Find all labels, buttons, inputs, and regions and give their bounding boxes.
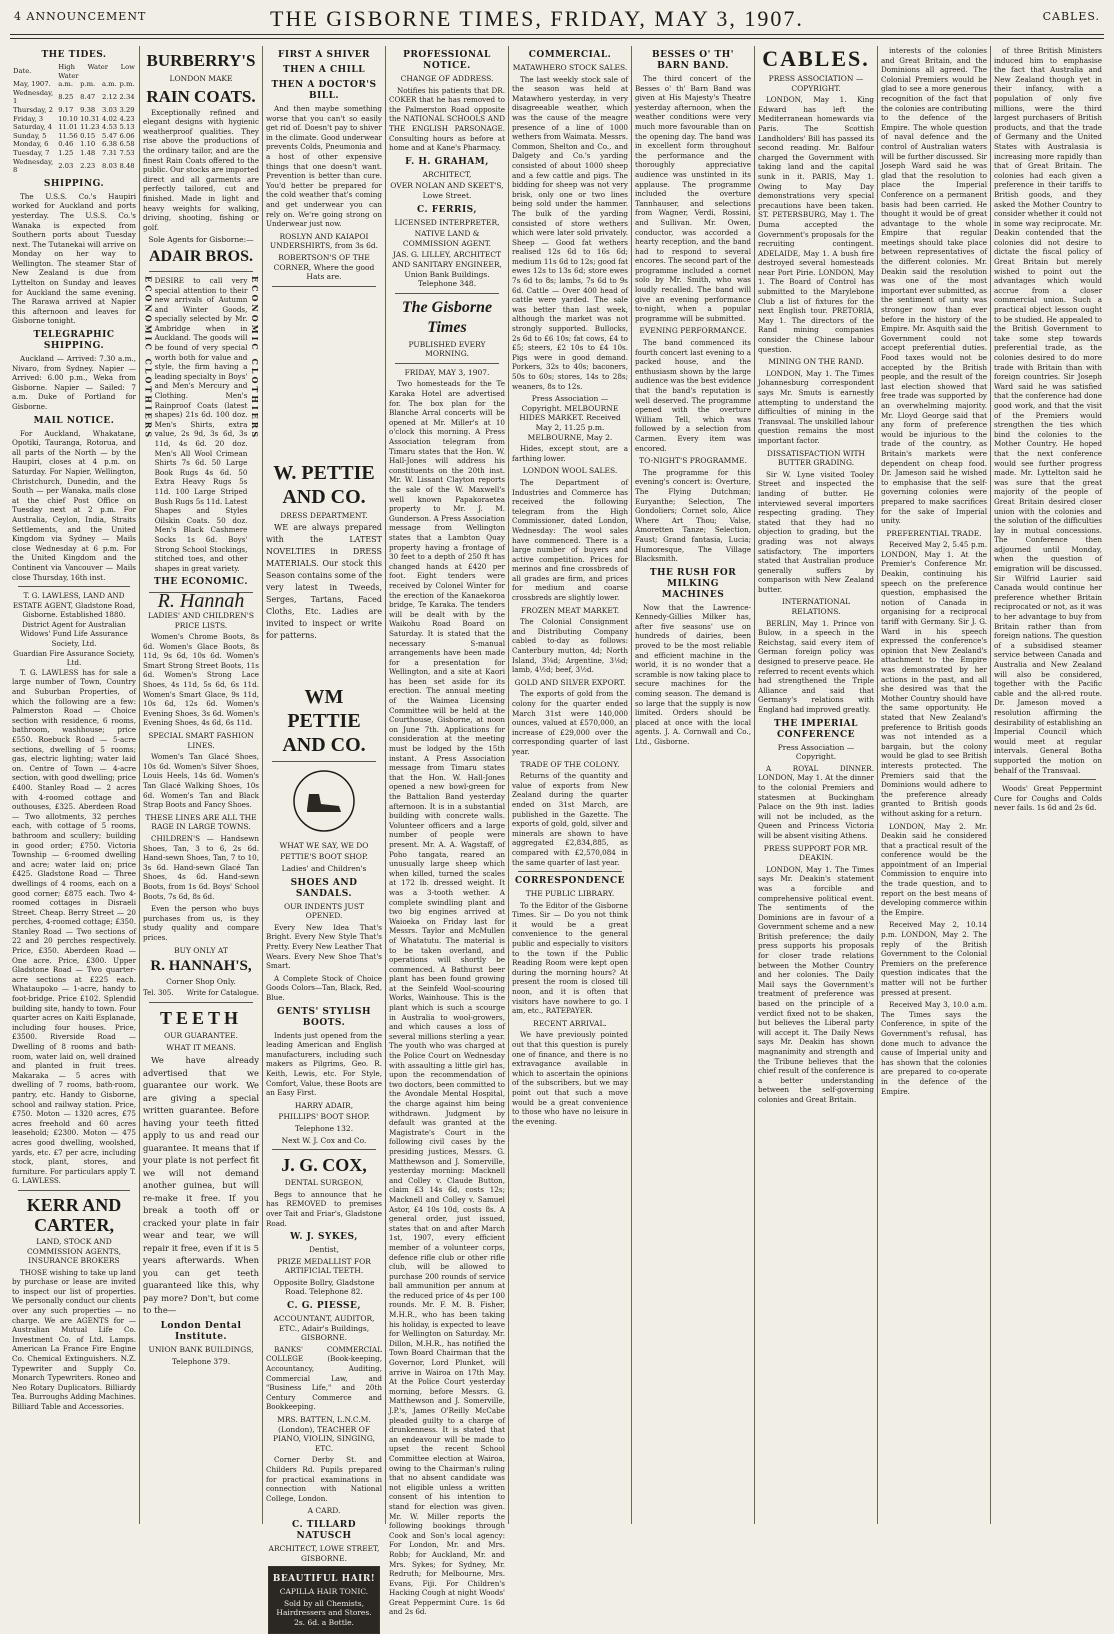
- adair-title: ADAIR BROS.: [148, 247, 253, 265]
- raincoats-title: RAIN COATS.: [146, 86, 256, 106]
- shiver-line: THEN A DOCTOR'S BILL.: [271, 80, 377, 101]
- change-heading: CHANGE OF ADDRESS.: [400, 74, 494, 83]
- tides-cell: 10.31: [80, 114, 100, 123]
- tides-row: [12, 80, 136, 89]
- evening-heading: EVENING PERFORMANCE.: [639, 326, 747, 336]
- teeth-title: TEETH: [159, 1008, 243, 1029]
- boot-badge: [266, 766, 382, 839]
- butter-heading: DISSATISFACTION WITH BUTTER GRADING.: [766, 448, 866, 468]
- divider: [18, 1190, 130, 1191]
- shipping-text: The U.S.S. Co.'s Haupiri worked for Auckland and ports yesterday. The U.S.S. Co.'s Wanaka is expected from Southern ports about Tuesday next. The Tutanekai will arrive on Monday on her way to Wellington. The steamer Star of New Zealand is due from Lyttelton on Sunday and leaves for Auckland the same evening. The Rarawa arrived at Napier this afternoon and leaves for Gisborne tonight.: [12, 191, 136, 326]
- tides-cell: 8.25: [58, 93, 74, 102]
- column-6: [635, 46, 751, 1524]
- column-rule: [754, 46, 755, 1524]
- shoes-heading: SHOES AND SANDALS.: [290, 877, 358, 899]
- tides-row: [12, 140, 136, 149]
- stock-sale-text: The last weekly stock sale of the season was held at Matawhero yesterday, in very disagreeable weather, which was the cause of the meagre presence of a line of 1000 wethers from Waimata. Messrs. Common, Shelton and Co., and Dalgety and Co.'s yarding consisted of about 1000 sheep and a few cattle and pigs. The bidding for sheep was not very brisk, only one or two lines being sold under the hammer. The bulk of the yarding consisted of store wethers which were later sold privately. Sheep — Good fat wethers realised 12s 6d to 16s 6d; medium 11s 6d to 12s; good fat ewes 12s to 13s 6d; store ewes 7s 6d to 8s; lambs, 7s 6d to 9s 6d. Cattle — Over 400 head of cattle were yarded. The sale was better than last week, although the market was not strongly supported. Bullocks, 2s 6d to £6 10s; fat cows, £4 to £5; steers, £2 10s to £4 10s. Pigs were in good demand. Porkers, 32s to 40s; baconers, 50s to 60s; stores, 14s to 28s; weaners, 8s to 12s.: [512, 74, 628, 391]
- tides-cell: a.m.: [101, 80, 117, 89]
- mail-heading: MAIL NOTICE.: [33, 415, 115, 426]
- arrival-text: We have previously pointed out that this question is purely one of finance, and there is no extravagance available in which to ascertain the opinions of the subscribers, but we may point out that such a move would be a great convenience to those who have no leisure in the evening.: [512, 1030, 628, 1126]
- divider: [272, 286, 376, 287]
- graham-sub: ARCHITECT,: [422, 169, 472, 179]
- tides-cell: 0.15: [80, 131, 96, 140]
- shiver-text: And then maybe something worse that you can't so easily get rid of. Doesn't pay to shiver in the climate. Good underwear prevents Colds, Pneumonia and a host of other expensive things that one doesn't want. Prevention is better than cure. You'd better be prepared for the cold weather that's coming and get underwear you can rely on. We're going strong on Underwear just now.: [266, 104, 382, 229]
- tides-row: [12, 106, 136, 115]
- column-rule: [262, 46, 263, 1524]
- tides-row: [12, 123, 136, 132]
- tides-cell: 8.03: [101, 161, 118, 170]
- hair-sub: CAPILLA HAIR TONIC.: [279, 1587, 369, 1597]
- pettie-title-2: WM PETTIE AND CO.: [282, 686, 366, 757]
- divider: [149, 1002, 253, 1003]
- money-text: Even the person who buys purchases from us, is they study quality and compare prices.: [143, 904, 259, 942]
- tides-cell: 6.58: [119, 140, 135, 149]
- graham-name: F. H. GRAHAM,: [405, 156, 489, 167]
- tides-cell: 0.46: [58, 140, 74, 149]
- gents-heading: GENTS' STYLISH BOOTS.: [276, 1006, 372, 1028]
- institute-telephone: Telephone 379.: [171, 1356, 231, 1366]
- notice-text: Notifies his patients that DR. COKER that he has removed to the Palmerston Road opposite the NATIONAL SCHOOLS AND THE ENGLISH PARSONAGE. Consulting hours as before at home and at Kane's Pharmacy.: [389, 85, 505, 153]
- properties-text: T. G. LAWLESS has for sale a large number of Town, Country and Suburban Properties, of which the following are a few: Palmerston Road — Choice section with residence, 6 rooms, bathroom, washhouse; price £550. Roebuck Road — 5-acre sections, dwelling of 5 rooms; gas, electric lighting; water laid on. Centre of Town — 4-acre section, with good dwelling; price £400. Stanley Road — 2 acres with 4-roomed cottage and outhouses, £325. Aberdeen Road — Two allotments, 32 perches each, with cottage of 5 rooms, bathroom and scullery; building in good order; £750. Victoria Township — 6-roomed dwelling and acre; water laid on; price £425. Gladstone Road — Three dwellings of 4 rooms, each on a good corner; £875 each. Two 4-roomed cottages in Disraeli Street. Cheap. Berry Street — 20 perches, 4-roomed cottage; £350. Stanley Road — Two sections of 22 and 20 perches respectively. Price, £350. Aberdeen Road — One acre. Price, £300. Upper Gladstone Road — Two quarter-acre sections at £225 each. Whataupoko — 1-acre, handy to foot-bridge. Price £102. Splendid building site, handy to town. Four quarter acres on Kaiti Esplanade, including four houses. Price, £3500. Riverside Road — Dwelling of 8 rooms and bath-room, water laid on, well drained and planted in fruit trees. Makaraka — 5 acres with dwelling of 7 rooms, bath-room, pantry, etc. Handy to Gisborne, school and railway station. Price, £750. Moton — 1320 acres, £75 acres freehold and 60 acres leasehold; £2300. Moton — 475 acres good dwelling, woolshed, yards, etc. £7 per acre, including stock, plant, stores, and furniture. For particulars apply T. G. LAWLESS.: [12, 667, 136, 1186]
- tides-cell: Thursday, 2: [13, 105, 54, 114]
- frozen-text: The Colonial Consignment and Distributing Company cabled to-day as follows: Canterbury mutton, 4d; North Island, 3⅝d; Argentine, 3⅛d; lamb, 4½d; beef, 3½d.: [512, 617, 628, 675]
- hannah-signature: R. Hannah: [157, 590, 245, 613]
- pref-text: Received May 2, 5.45 p.m. LONDON, May 1. At the Premier's Conference Mr. Deakin, continuing his speech on the preference question, emphasised the notion of Canada in organising for a reciprocal tariff with Germany. Sir J. G. Ward in his speech expressed the conference's opinion that New Zealand's attachment to the Empire was demonstrated by her actions in the past, and all she desired was that the Mother Country should have the same opportunity. He stated that New Zealand's preference to British goods was not intended as a bargain, but the colony would be glad to see British interests protected. The Premiers said that the Dominions would adhere to the preference already granted to British goods without asking for a return.: [881, 540, 987, 818]
- column-rule: [508, 46, 509, 1524]
- sykes-text: PRIZE MEDALLIST FOR ARTIFICIAL TEETH.: [277, 1256, 371, 1276]
- tides-row: [12, 132, 136, 141]
- column-8: [881, 46, 987, 1524]
- economic-heading: THE ECONOMIC.: [154, 577, 248, 588]
- masthead-rule-2: [10, 38, 1104, 39]
- press-assoc-line: Press Association — Copyright. MELBOURNE HIDES MARKET. Received May 2, 11.25 p.m. MELBOURNE, May 2.: [519, 394, 621, 442]
- trade-article-text: of three British Ministers induced him to emphasise the fact that Australia and New Zealand though yet in their infancy, with a population of only five millions, were the third largest purchasers of British products, and that the trade of Germany and the United States with Australasia is increasing more rapidly than that of Great Britain. The colonies had each given a preference in their tariffs to British goods, and they asked the Mother Country to consider whether it could not in some way reciprocate. Mr. Deakin contended that the colonies did not desire to dictate the fiscal policy of Great Britain but merely wished to point out the advantages which would accrue from a closer commercial union. Such a practical object lesson ought to be studied. He appealed to the British Government to take some step towards preferential trade, as the colonies desired to do more trade with Britain than with foreign countries. Sir Joseph Ward said he was satisfied that the conference had done good work, and that the visit of the Premiers would strengthen the ties which bind the colonies to the Mother Country. He hoped that the next conference would see further progress made. Mr. Lyttelton said he was sure that the great majority of the people of Great Britain desired closer union with the colonies and the solution of the difficulties lay in mutual concessions. The Conference then adjourned until Monday, when the question of emigration will be discussed. Sir Wilfrid Laurier said Canada would continue her preference whether Britain reciprocated or not, as it was to her advantage to buy from Britain rather than from foreign nations. The question of a subsidised steamer service between Canada and Australia and New Zealand will also be considered, together with the Pacific cable and the all-red route. Dr. Jameson moved a resolution affirming the desirability of establishing an Imperial Council which would meet at regular intervals. General Botha supported the motion on behalf of the Transvaal.: [994, 46, 1102, 775]
- tides-cell: 3.29: [119, 105, 135, 114]
- tides-cell: Friday, 3: [13, 114, 44, 123]
- whitespace: [266, 645, 382, 685]
- intl-text: BERLIN, May 1. Prince von Bulow, in a speech in the Reichstag, said every item of German foreign policy was designed to preserve peace. He referred to recent events which had strengthened the Triple Alliance and said that Germany's relations with England had improved greatly.: [758, 618, 874, 714]
- whitespace: [266, 291, 382, 461]
- lilley-text: JAS. G. LILLEY, ARCHITECT AND SANITARY ENGINEER, Union Bank Buildings. Telephone 348.: [392, 250, 502, 289]
- wool-heading: LONDON WOOL SALES.: [522, 466, 618, 476]
- gold-heading: GOLD AND SILVER EXPORT.: [514, 677, 626, 687]
- tides-cell: 4.53: [101, 123, 118, 132]
- tides-cell: 5.13: [119, 123, 135, 132]
- divider: [395, 293, 499, 294]
- tides-cell: 2.23: [80, 161, 96, 170]
- economic-side-label-2: ECONOMIC CLOTHIERS: [250, 275, 260, 441]
- stock-sale-heading: MATAWHERO STOCK SALES.: [512, 63, 628, 72]
- divider: [518, 871, 622, 872]
- hides-text: Hides, except stout, are a farthing lower.: [512, 444, 628, 463]
- economic-block: [143, 276, 259, 573]
- card-label: A CARD.: [307, 1506, 341, 1516]
- tides-cell: 11.56: [58, 131, 78, 140]
- what-means: WHAT IT MEANS.: [166, 1042, 236, 1052]
- tides-header-row: [12, 63, 136, 80]
- children-text: CHILDREN'S — Handsewn Shoes, Tan, 3 to 6, 2s 6d. Hand-sewn Shoes, Tan, 7 to 10, 3s 6d. Hand-sewn Glacé Tan Shoes, 4s 6d. Hand-sewn Boots, from 1s 6d. Boys' School Boots, 7s 6d, 8s 6d.: [143, 833, 259, 901]
- column-2: [143, 46, 259, 1524]
- hannah-text: Women's Chrome Boots, 8s 6d. Women's Glace Boots, 8s 11d, 9s 6d, 10s 6d. Women's Smart Strong Street Boots, 11s 6d. Women's Strong Lace Shoes, 4s 11d, 5s 6d, 6s 11d. Women's Smart Glace, 9s 11d, 10s 6d, 12s 6d. Women's Evening Shoes, 3s 6d. Women's Evening Shoes, 4s 6d, 6s 11d.: [143, 632, 259, 728]
- cox-sub: DENTAL SURGEON,: [284, 1178, 364, 1188]
- buy-only: BUY ONLY AT: [174, 945, 228, 955]
- tides-table: [12, 63, 136, 175]
- rage-text: THESE LINES ARE ALL THE RAGE IN LARGE TOWNS.: [145, 812, 257, 832]
- complete-text: A Complete Stock of Choice Goods Colors—Tan, Black, Red, Blue.: [266, 973, 382, 1002]
- teeth-text: We have already advertised that we guarantee our work. We are giving a special written guarantee. Before having your teeth fitted apply to us and read our guarantee. It means that if your plate is not perfect fit we will not demand another guinea, but will re-make it free. If you break a tooth off or cracked your plate in fair wear and tear, we will repair it free, even if it is 5 years afterwards. When you can get teeth guaranteed like this, why pay more? Don't, but come to the—: [143, 1055, 259, 1316]
- milking-text: Now that the Lawrence-Kennedy-Gillies Milker has, after five seasons' use on hundreds of dairies, been proved to be the most reliable and efficient machine in the world, it is no wonder that a scramble is now taking place to secure machines for the coming season. The demand is so large that the supply is now limited. Orders should be placed at once with the local agents. J. A. Cornwall and Co., Ltd., Gisborne.: [635, 602, 751, 746]
- tides-cell: Sunday, 5: [13, 131, 47, 140]
- ferris-sub: LICENSED INTERPRETER,: [394, 217, 500, 227]
- tides-row: [12, 89, 136, 106]
- tillard-name: C. TILLARD NATUSCH: [291, 1519, 357, 1541]
- mail-text: For Auckland, Whakatane, Opotiki, Tauranga, Rotorua, and all parts of the North — by the Haupiri, closes at 4 p.m. on Saturday. For Napier, Wellington, Christchurch, Dunedin, and the South — per Wanaka, mails close at the chief Post Office on Tuesday next at 2 p.m. For Australia, Ceylon, India, Straits Settlements, and the United Kingdom via Sydney — Mails close Wednesday at 6 p.m. For the United Kingdom and the Continent via Vancouver — Mails close Thursday, 16th inst.: [12, 428, 136, 582]
- sykes-address: Opposite Bollry, Gladstone Road. Telephone 82.: [273, 1277, 375, 1297]
- divider: [1000, 779, 1096, 780]
- tides-cell: 10.10: [58, 114, 78, 123]
- imperial-heading: THE IMPERIAL CONFERENCE: [774, 718, 858, 740]
- pref-more: Received May 2, 10.14 p.m. LONDON, May 2. The reply of the British Government to the Colonial Premiers on the preference question indicates that the matter will not be further pressed at present.: [881, 920, 987, 997]
- library-heading: THE PUBLIC LIBRARY.: [525, 889, 615, 899]
- frozen-heading: FROZEN MEAT MARKET.: [520, 605, 620, 615]
- piesse-name: C. G. PIESSE,: [286, 1301, 362, 1312]
- guardian-text: Guardian Fire Assurance Society, Ltd.: [13, 648, 135, 668]
- column-rule: [385, 46, 386, 1524]
- tides-cell: May, 1907.: [13, 80, 51, 89]
- dress-heading: DRESS DEPARTMENT.: [280, 510, 368, 520]
- union-address: UNION BANK BUILDINGS,: [148, 1344, 254, 1354]
- tonight-heading: TO-NIGHT'S PROGRAMME.: [639, 456, 747, 466]
- hannah-tel: Tel. 305.: [143, 988, 174, 997]
- new-lines-text: Every New Idea That's Bright. Every New Style That's Pretty. Every New Leather That Wears. Every New Shoe That's Smart.: [266, 922, 382, 971]
- tillard-sub: ARCHITECT, LOWE STREET, GISBORNE.: [268, 1543, 380, 1563]
- conference-text: interests of the colonies and Great Britain, and the Dominions all agreed. The Colonial Premiers would be glad to see a more generous recognition of the fact that the colonies are contributing to the defence of the Empire. The whole question of naval defence and the control of Australian waters will be further discussed. Sir Joseph Ward said he was glad that the resolution to place the Imperial Conference on a permanent basis had been carried. He thought it would be of great advantage to the whole Empire that regular meetings should take place between representatives of the different colonies. Mr. Deakin said the resolution was one of the most important ever submitted, as the sentiment of unity was stronger now than ever before in the history of the Empire. Mr. Asquith said the Government could not accept preferential duties. Food taxes would not be accepted by the British people, and the result of the last election showed that free trade was supported by an overwhelming majority. Mr. Lloyd George said that any form of preference would be injurious to the trade of the country, as Britain's markets were dependent on cheap food. Dr. Jameson said he wished to emphasise that the self-governing colonies were prepared to make sacrifices for the sake of Imperial unity.: [881, 46, 987, 526]
- hannah-write: Write for Catalogue.: [186, 988, 259, 997]
- column-rule: [139, 46, 140, 1524]
- tonight-text: The programme for this evening's concert is: Overture, The Flying Dutchman; Euryanthe; Selection, The Gondoliers; Cornet solo, Alice Where Art Thou; Valse, Amoretten Tanze; Selection, Faust; Grand fantasia, Lucia; Humoresque, The Village Blacksmith.: [635, 467, 751, 564]
- tides-header-cell: Date.: [13, 67, 32, 76]
- cables-sub: PRESS ASSOCIATION — COPYRIGHT.: [768, 74, 864, 93]
- batten-name: MRS. BATTEN, L.N.C.M. (London), TEACHER OF PIANO, VIOLIN, SINGING, ETC.: [272, 1415, 376, 1453]
- mining-heading: MINING ON THE RAND.: [768, 357, 864, 367]
- tides-cell: 11.01: [58, 123, 78, 132]
- imperial-sub: Press Association — Copyright.: [777, 742, 855, 762]
- pref-heading: PREFERENTIAL TRADE.: [886, 528, 982, 538]
- column-5: [512, 46, 628, 1524]
- arrival-heading: RECENT ARRIVAL.: [533, 1018, 607, 1028]
- butter-text: Sir W. Lyne visited Tooley Street and inspected the landing of butter. He interviewed several importers respecting grading. They stated that they had no objection to grading, but the grading was not always satisfactory. The importers stated that Australian produce generally suffers by comparison with New Zealand butter.: [758, 469, 874, 594]
- commercial-heading: COMMERCIAL.: [528, 50, 612, 60]
- tides-cell: p.m.: [119, 80, 135, 89]
- burberry-sub: LONDON MAKE: [169, 74, 233, 83]
- imperial-text: A ROYAL DINNER. LONDON, May 1. At the dinner to the colonial Premiers and statesmen at Buckingham Palace on the 9th inst. ladies will not be included, as the Queen and Princess Victoria will be absent visiting Athens.: [758, 763, 874, 840]
- kerr-text: THOSE wishing to take up land by purchase or lease are invited to inspect our list of properties. We personally conduct our clients over any such properties — no charge. We are AGENTS for — Australian Mutual Life Co. Investment Co. of Ltd. Lamps. American La France Fire Engine Co. Chemical Extinguishers. N.Z. Typewriter and Supply Co. Monarch Typewriters. Roneo and Neo Rotary Duplicators. Billiardy Tea. Burroughs Adding Machines. Billiard Table and Accessories.: [12, 1267, 136, 1411]
- kerr-title: KERR AND CARTER,: [26, 1194, 122, 1235]
- burberry-text: Exceptionally refined and elegant designs with hygienic weatherproof qualities. They rise above the productions of the ordinary tailor, and are the finest Rain Coats offered to the public. Our stocks are imported direct and all garments are perfectly tailored, cut and finished. Made in light and heavy weights for walking, driving, shooting, fishing or golf.: [143, 107, 260, 232]
- sykes-sub: Dentist,: [309, 1245, 339, 1255]
- hair-text: Sold by all Chemists, Hairdressers and Stores. 2s. 6d. a Bottle.: [276, 1598, 372, 1627]
- boot-shop: PHILLIPS' BOOT SHOP.: [278, 1112, 370, 1122]
- masthead-right: CABLES.: [1042, 10, 1100, 23]
- column-rule: [990, 46, 991, 1524]
- pettie-title: W. PETTIE AND CO.: [273, 461, 375, 508]
- tides-cell: p.m.: [80, 80, 96, 89]
- shiver-line: FIRST A SHIVER: [277, 50, 371, 60]
- indents-heading: OUR INDENTS JUST OPENED.: [283, 901, 365, 921]
- tides-cell: Wednesday, 1: [13, 88, 54, 106]
- column-rule: [631, 46, 632, 1524]
- tides-cell: 3.03: [101, 105, 118, 114]
- rhannah-sub: Corner Shop Only.: [166, 977, 236, 987]
- mining-text: LONDON, May 1. The Times Johannesburg correspondent says Mr. Smuts is earnestly attempting to understand the difficulties of mining in the Transvaal. The unskilled labour question remains the most important factor.: [758, 368, 874, 445]
- published-label: PUBLISHED EVERY MORNING.: [408, 339, 486, 359]
- dress-text: WE are always prepared with the LATEST NOVELTIES in DRESS MATERIALS. Our stock this Season contains some of the very latest in Tweeds, Serges, Tartans, Faced Cloths, Etc. Ladies are invited to inspect or write for patterns.: [266, 523, 382, 641]
- tides-row: [12, 149, 136, 158]
- tides-cell: 9.17: [58, 105, 74, 114]
- banks-text: BANKS' COMMERCIAL COLLEGE (Book-keeping, Accountancy, Auditing, Commercial Law, and "Business Life," and 20th Century Commerce and Bookkeeping.: [266, 1344, 382, 1412]
- column-1: [12, 46, 136, 1524]
- gents-text: Indents just opened from the leading American and English manufacturers, including such makers as Pilgrims, Geo. R. Keith, Lewis, etc. For Style, Comfort, Value, these Boots are an Easy First.: [266, 1030, 382, 1098]
- tides-cell: 1.25: [58, 148, 74, 157]
- piesse-sub: ACCOUNTANT, AUDITOR, ETC., Adair's Buildings, GISBORNE.: [273, 1314, 375, 1343]
- tides-cell: 7.53: [119, 148, 135, 157]
- tides-cell: Monday, 6: [13, 140, 49, 149]
- editorial-text: Two homesteads for the Te Karaka Hotel are advertised for. The box plan for the Blanche Arral concerts will be opened at Mr. Miller's at 10 o'clock this morning. A Press Association telegram from Timaru states that the Hon. W. Hall-Jones will address his constituents on the 20th inst. Mr. W. Lissant Clayton reports the sale of the W. Maxwell's well known Papakoraetea property to Mr. J. M. Gunderson. A Press Association message from Wellington states that a Lambton Quay property having a frontage of 30 feet to a depth of 250 ft has changed hands at £420 per foot. Eight tenders were received by Colonel Winter for the erection of the Kanaekoroa bridge, Te Karaka. The tenders will be dealt with by the Waikohu Road Board on Saturday. It is stated that the necessary S-manual arrangements have been made for a presentation for Wellington, and a site at Kaori has been set aside for its erection. The annual meeting of the Waimea Licensing Committee will be held at the Courthouse, Gisborne, at noon on June 7th. Applications for consideration at the meeting must be lodged by the 15th instant. A Press Association message from Timaru states that the Hon. W. Hall-Jones opened a new bowl-green for the Battalion Band yesterday afternoon. It is in a substantial building with concrete walls. Volunteer officers and a large number of people were present. Mr. A. A. Wagstaff, of Poho tangata, reared an unusually large sheep which when killed, turned the scales at 172 lb. dressed weight. It was a 3-tooth wether. A complete swindling plant and two big engines arrived at Waioeka on Friday last for Messrs. Taylor and McMullen of Whatatutu. The material is to be taken overland, and operations will shortly be commenced. A Bathurst beer plant has been found growing at the Seinfeld Wool-scouring Works, Wainhouse. This is the plant which is such a scourge in Australia to wool-growers, and which causes a loss of several millions sterling a year. The youth who was charged at the Police Court on Wednesday with assaulting a little girl has, upon the recommendation of two doctors, been committed to the Avondale Mental Hospital, the charge against him being withdrawn. Judgment by default was granted at the Magistrate's Court in the following civil cases by the presiding justices, Messrs. G. Matthewson and J. Somerville, yesterday morning: Macknell and Colley v. Claude Button, claim £3 14s 6d, costs 12s; Macknell and Colley v. Samuel Astor, £4 10s 10d, costs 8s. A general order, just issued, states that on and after March 1st, 1907, every efficient member of a volunteer corps, defence rifle club or other rifle club, will be allowed to purchase 200 rounds of service ball ammunition per annum at the reduced price of 4s per 100 rounds. Mr. F. M. B. Fisher, M.H.R., who has been taking his holiday, is expected to leave for Wellington on Saturday. Mr. Dillon, M.H.R., has notified the Town Board Chairman that the Governor, Lord Plunket, will arrive in Wairoa on 17th May. At the Police Court yesterday morning, before Messrs. G. Matthewson and J. Somerville, J.P.'s, James O'Reilly McCabe pleaded guilty to a charge of drunkenness. It is stated that an endeavour will be made to upset the recent School Committee election at Wairoa, owing to the Chairman's ruling that no absent candidate was not eligible unless a written consent of his intention to stand for election was given. Mr. W. Miller reports the following bookings through Cook and Son's local agency: For London, Mr. and Mrs. Robb; for Auckland, Mr. and Mrs. Sykes; for Sydney, Mr. Redruth; for Melbourne, Mrs. Evans, Fiji. For Children's Hacking Cough at night Woods' Great Peppermint Cure. 1s 6d and 2s 6d.: [389, 379, 505, 1617]
- correspondence-heading: CORRESPONDENCE: [514, 876, 626, 887]
- economic-box: DESIRE to call very special attention to their new arrivals of Autumn and Winter Goods, specially selected by Mr. Ambridge when in Auckland. The goods will be found of very special worth both for value and style, the firm having a leading specialty in Boys' and Men's Mercury and Clothing. Men's Rainproof Coats (latest shapes) 21s 6d. 100 doz. Men's Shirts, extra value, 2s 9d, 3s 6d, 3s 11d, 4s 6d. 20 doz. Men's All Wool Crimean Shirts 7s 6d. 50 Large Book Rugs 4s 6d. 50 Extra Heavy Rugs 5s 11d. 100 Large Striped Bush Rugs 5s 11d. Latest Shapes and Styles Oilskin Coats. 50 doz. Men's Black Cashmere Socks 1s 6d. Boys' Strong School Stockings, stitched toes, and other shapes in great variety.: [154, 275, 248, 573]
- roslyn-text: ROSLYN AND KAIAPOI UNDERSHIRTS, from 3s 6d.: [269, 231, 379, 251]
- lawless-text: T. G. LAWLESS, LAND AND ESTATE AGENT, Gladstone Road, Gisborne. Established 1880.: [12, 591, 136, 620]
- milking-heading: THE RUSH FOR MILKING MACHINES: [649, 567, 737, 600]
- notice-heading: PROFESSIONAL NOTICE.: [403, 50, 491, 71]
- hannah-footer: [143, 989, 259, 999]
- tides-cell: 4.23: [119, 114, 135, 123]
- tides-cell: 8.47: [80, 93, 96, 102]
- cox-text: Begs to announce that he has REMOVED to premises over Tait and Friar's, Gladstone Road.: [266, 1189, 382, 1228]
- editorial-date: FRIDAY, MAY 3, 1907.: [404, 367, 490, 377]
- divider: [272, 1149, 376, 1150]
- band-text: The third concert of the Besses o' th' Barn Band was given at His Majesty's Theatre yesterday afternoon, when the weather conditions were very much more favourable than on the opening day. The band was in excellent form throughout the performance and the thoroughly appreciative audience was unstinted in its applause. The programme included the overture Tannhauser, and selections from Wagner, Verdi, Rossini, and Sullivan. Mr. Owen, conductor, was accorded a hearty reception, and the band had to respond to several encores. The second part of the programme included a cornet solo by Mr. Smith, who was loudly recalled. The band will give an evening performance to-night, when a popular programme will be submitted.: [635, 74, 751, 323]
- cables-text: LONDON, May 1. King Edward has left the Mediterranean homewards via Paris. The Scottish Landholders' Bill has passed its second reading. Mr. Balfour charged the Government with taking land and the capital sunk in it. PARIS, May 1. Owing to May Day demonstrations very special precautions have been taken. ST. PETERSBURG, May 1. The Duma accepted the Government's proposals for the recruiting contingent. ADELAIDE, May 1. A bush fire destroyed several homesteads near Port Pirie. LONDON, May 1. The Board of Control has submitted to the Marylebone Club a list of fixtures for the next English tour. PRETORIA, May 1. The directors of the Rand mining companies consider the Chinese labour question.: [758, 95, 874, 354]
- shiver-line: THEN A CHILL: [282, 65, 366, 75]
- tides-row: [12, 158, 136, 175]
- sykes-name: W. J. SYKES,: [290, 1232, 358, 1243]
- institute-name: London Dental Institute.: [160, 1320, 242, 1342]
- pref-dates: LONDON, May 2. Mr. Deakin said he considered that a practical result of the conference would be the appointment of an Imperial Commission to enquire into the trade question, and to report on the best means of developing commerce within the Empire.: [881, 821, 987, 917]
- hannah-sub: LADIES' AND CHILDREN'S PRICE LISTS.: [148, 610, 254, 630]
- masthead-left: 4 ANNOUNCEMENT: [14, 10, 147, 23]
- divider: [149, 271, 253, 272]
- hair-ad: [268, 1566, 380, 1633]
- telegraphic-text: Auckland — Arrived: 7.30 a.m., Nivaro, from Sydney. Napier — Arrived: 6.00 p.m., Weka from Gisborne. Napier — Sailed: 7 a.m. Duke of Portland for Gisborne.: [12, 354, 136, 411]
- district-text: District Agent for Australian Widows' Fund Life Assurance Society, Ltd.: [20, 619, 128, 649]
- shipping-heading: SHIPPING.: [43, 178, 105, 189]
- tides-cell: 2.03: [58, 161, 74, 170]
- badge-sub: PETTIE'S BOOT SHOP.: [280, 852, 368, 862]
- boot-next: Next W. J. Cox and Co.: [281, 1135, 367, 1145]
- special-text: Women's Tan Glacé Shoes, 10s 6d. Women's Silver Shoes, Louis Heels, 14s 6d. Women's Tan Glacé Walking Shoes, 10s 6d. Women's Tan and Black Strap Boots and Fancy Shoes.: [143, 752, 259, 810]
- boot-badge-icon: [279, 766, 369, 836]
- tides-cell: 9.38: [80, 105, 96, 114]
- tides-header-cell: High Water Low Water: [58, 63, 135, 80]
- special-lines: SPECIAL SMART FASHION LINES.: [148, 731, 254, 750]
- kerr-sub: LAND, STOCK AND COMMISSION AGENTS, INSURANCE BROKERS: [26, 1236, 122, 1266]
- masthead-rule: [10, 34, 1104, 35]
- column-4: [389, 46, 505, 1617]
- tides-cell: 2.34: [119, 93, 135, 102]
- tides-cell: 4.02: [101, 114, 118, 123]
- evening-text: The band commenced its fourth concert last evening to a packed house, and the enthusiasm shown by the large audience was the best evidence that the band's reputation is well deserved. The programme opened with the overture William Tell, which was followed by a selection from Carmen. Every item was encored.: [635, 338, 751, 453]
- cables-heading: CABLES.: [762, 46, 870, 71]
- guarantee-heading: OUR GUARANTEE.: [164, 1031, 238, 1041]
- divider: [395, 363, 499, 364]
- ferris-name: C. FERRIS,: [416, 204, 477, 215]
- burberry-title: BURBERRY'S: [146, 51, 256, 70]
- tides-row: [12, 115, 136, 124]
- tides-cell: 7.31: [101, 148, 118, 157]
- tides-cell: a.m.: [58, 80, 74, 89]
- graham-address: OVER NOLAN AND SKEET'S, Lowe Street.: [390, 181, 504, 200]
- column-7: [758, 46, 874, 1524]
- band-heading: BESSES O' TH' BARN BAND.: [652, 50, 734, 71]
- hair-title: BEAUTIFUL HAIR!: [272, 1574, 376, 1585]
- tides-cell: 6.38: [101, 140, 118, 149]
- tides-cell: 1.48: [80, 148, 96, 157]
- tides-cell: Wednesday, 8: [13, 157, 54, 175]
- tides-cell: 5.47: [101, 131, 118, 140]
- rhannah-title: R. HANNAH'S,: [150, 958, 252, 975]
- tides-cell: Tuesday, 7: [13, 148, 50, 157]
- tides-cell: 8.48: [119, 161, 135, 170]
- column-9: [994, 46, 1102, 1524]
- badge-text: WHAT WE SAY, WE DO: [279, 840, 369, 850]
- harry-adair: HARRY ADAIR,: [294, 1100, 354, 1110]
- library-text: To the Editor of the Gisborne Times. Sir — Do you not think it would be a great convenience to the general public and especially to visitors to the town if the Public Reading Room were kept open during the morning hours? At present the room is closed till noon, and it is often that visitors have nowhere to go. I am, etc., RATEPAYER.: [512, 900, 628, 1016]
- divider: [18, 586, 130, 587]
- column-3: [266, 46, 382, 1627]
- boot-telephone: Telephone 132.: [294, 1123, 354, 1133]
- pref-last: Received May 3, 10.0 a.m. The Times says the Conference, in spite of the Government's refusal, has done much to advance the cause of Imperial unity and has shown that the colonies are prepared to co-operate in the defence of the Empire.: [881, 1000, 987, 1096]
- tides-heading: THE TIDES.: [41, 50, 107, 60]
- cure-text: Woods' Great Peppermint Cure for Coughs and Colds never fails. 1s 6d and 2s 6d.: [994, 784, 1102, 813]
- tides-cell: 2.12: [101, 93, 118, 102]
- robertson-text: ROBERTSON'S OF THE CORNER, Where the good Hats are.: [273, 252, 375, 282]
- support-text: LONDON, May 1. The Times says Mr. Deakin's statement was a forcible and comprehensive political event. The sentiments of the Dominions are in favour of a Government scheme and a new British preference; the daily press supports his proposals for closer trade relations between the Mother Country and her colonies. The Daily Mail says the Government's treatment of preference was based on the principle of a verdict fixed not to be shaken, but believes the Liberal party will accept it. The Daily News says Mr. Deakin has shown magnanimity and strength and the Tribune believes that the chief result of the conference is a better understanding between the self-governing colonies and Great Britain.: [758, 864, 874, 1104]
- trade-heading: TRADE OF THE COLONY.: [520, 759, 620, 769]
- agents-label: Sole Agents for Gisborne:—: [148, 235, 254, 245]
- ladies-text: Ladies' and Children's: [281, 864, 367, 874]
- economic-side-label: ECONOMIC CLOTHIERS: [143, 275, 154, 441]
- trade-text: Returns of the quantity and value of exports from New Zealand during the quarter ended on 31st March, are published in the Gazette. The exports of gold, gold, silver and minerals are shown to have aggregated £2,834,885, as compared with £2,570,084 in the same quarter of last year.: [512, 771, 628, 867]
- column-rule: [877, 46, 878, 1524]
- support-heading: PRESS SUPPORT FOR MR. DEAKIN.: [763, 843, 869, 863]
- tides-cell: 6.06: [119, 131, 135, 140]
- wool-text: The Department of Industries and Commerce has received the following telegram from the High Commissioner, dated London, Wednesday: The wool sales have commenced. There is a large number of buyers and active competition. Prices for merinos and fine crossbreds of all grades are firm, and prices for medium and coarse crossbreds are slightly lower.: [512, 477, 628, 603]
- gold-text: The exports of gold from the colony for the quarter ended March 31st were 140,000 ounces, valued at £570,000, an increase of £29,000 over the corresponding quarter of last year.: [512, 689, 628, 756]
- tides-cell: Saturday, 4: [13, 123, 53, 132]
- tides-cell: 1.10: [80, 140, 96, 149]
- cox-title: J. G. COX,: [281, 1155, 367, 1176]
- masthead-title: THE GISBORNE TIMES, FRIDAY, MAY 3, 1907.: [270, 6, 804, 31]
- intl-heading: INTERNATIONAL RELATIONS.: [781, 597, 851, 617]
- shiver-heading: [266, 50, 382, 102]
- tides-cell: 11.23: [80, 123, 100, 132]
- batten-text: Corner Derby St. and Childers Rd. Pupils prepared for practical examinations in connection with National College, London.: [266, 1455, 382, 1503]
- divider: [272, 761, 376, 762]
- telegraphic-heading: TELEGRAPHIC SHIPPING.: [33, 330, 115, 352]
- native-agent: NATIVE LAND & COMMISSION AGENT.: [402, 229, 492, 248]
- paper-name: The Gisborne Times: [401, 298, 493, 336]
